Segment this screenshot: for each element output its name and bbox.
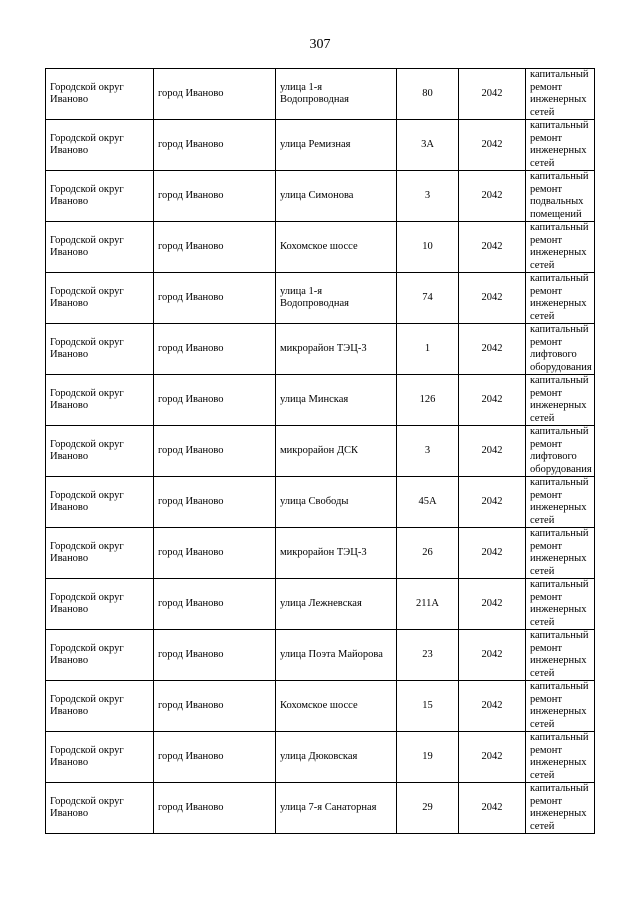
table-row (46, 630, 595, 681)
table-row (46, 375, 595, 426)
work-type-text: капитальный ремонт подвальных помещений (530, 171, 589, 220)
work-type-text: капитальный ремонт инженерных сетей (530, 120, 589, 169)
work-type-cell (526, 579, 595, 630)
work-type-text: капитальный ремонт инженерных сетей (530, 69, 589, 118)
street-cell: улица Дюковская (276, 732, 397, 783)
city-cell: город Иваново (154, 222, 276, 273)
work-type-text: капитальный ремонт инженерных сетей (530, 477, 589, 526)
street-cell: Кохомское шоссе (276, 222, 397, 273)
work-type-cell (526, 477, 595, 528)
district-cell: Городской округ Иваново (46, 120, 154, 171)
table-row (46, 69, 595, 120)
work-type-text: капитальный ремонт лифтового оборудования (530, 426, 592, 475)
street-cell: улица Поэта Майорова (276, 630, 397, 681)
records-table-body (46, 69, 595, 834)
house-number-cell: 26 (397, 528, 459, 579)
table-row (46, 120, 595, 171)
work-type-text: капитальный ремонт инженерных сетей (530, 783, 589, 832)
district-cell: Городской округ Иваново (46, 783, 154, 834)
year-cell: 2042 (459, 477, 526, 528)
street-cell: микрорайон ТЭЦ-3 (276, 324, 397, 375)
city-cell: город Иваново (154, 426, 276, 477)
street-cell: улица Минская (276, 375, 397, 426)
house-number-cell: 3А (397, 120, 459, 171)
year-cell: 2042 (459, 528, 526, 579)
year-cell: 2042 (459, 324, 526, 375)
house-number-cell: 80 (397, 69, 459, 120)
work-type-text: капитальный ремонт инженерных сетей (530, 528, 589, 577)
table-row (46, 222, 595, 273)
table-row (46, 528, 595, 579)
street-cell: улица Лежневская (276, 579, 397, 630)
street-cell: улица Симонова (276, 171, 397, 222)
street-cell: улица 7-я Санаторная (276, 783, 397, 834)
district-cell: Городской округ Иваново (46, 273, 154, 324)
district-cell: Городской округ Иваново (46, 681, 154, 732)
district-cell: Городской округ Иваново (46, 375, 154, 426)
city-cell: город Иваново (154, 171, 276, 222)
work-type-text: капитальный ремонт инженерных сетей (530, 681, 589, 730)
work-type-cell (526, 273, 595, 324)
work-type-cell (526, 630, 595, 681)
work-type-cell (526, 426, 595, 477)
street-cell: Кохомское шоссе (276, 681, 397, 732)
table-row (46, 732, 595, 783)
district-cell: Городской округ Иваново (46, 222, 154, 273)
district-cell: Городской округ Иваново (46, 732, 154, 783)
work-type-text: капитальный ремонт инженерных сетей (530, 222, 589, 271)
city-cell: город Иваново (154, 69, 276, 120)
work-type-text: капитальный ремонт инженерных сетей (530, 630, 589, 679)
city-cell: город Иваново (154, 783, 276, 834)
district-cell: Городской округ Иваново (46, 528, 154, 579)
page-number: 307 (309, 37, 331, 52)
city-cell: город Иваново (154, 681, 276, 732)
work-type-cell (526, 120, 595, 171)
city-cell: город Иваново (154, 732, 276, 783)
house-number-cell: 29 (397, 783, 459, 834)
work-type-text: капитальный ремонт инженерных сетей (530, 579, 589, 628)
work-type-text: капитальный ремонт инженерных сетей (530, 732, 589, 781)
house-number-cell: 126 (397, 375, 459, 426)
work-type-text: капитальный ремонт инженерных сетей (530, 273, 589, 322)
district-cell: Городской округ Иваново (46, 426, 154, 477)
district-cell: Городской округ Иваново (46, 69, 154, 120)
house-number-cell: 1 (397, 324, 459, 375)
house-number-cell: 74 (397, 273, 459, 324)
street-cell: микрорайон ТЭЦ-3 (276, 528, 397, 579)
work-type-text: капитальный ремонт инженерных сетей (530, 375, 589, 424)
table-row (46, 579, 595, 630)
house-number-cell: 10 (397, 222, 459, 273)
district-cell: Городской округ Иваново (46, 171, 154, 222)
street-cell: улица 1-я Водопроводная (276, 69, 397, 120)
district-cell: Городской округ Иваново (46, 579, 154, 630)
table-row (46, 171, 595, 222)
street-cell: микрорайон ДСК (276, 426, 397, 477)
year-cell: 2042 (459, 630, 526, 681)
district-cell: Городской округ Иваново (46, 630, 154, 681)
work-type-text: капитальный ремонт лифтового оборудования (530, 324, 592, 373)
house-number-cell: 3 (397, 426, 459, 477)
city-cell: город Иваново (154, 375, 276, 426)
street-cell: улица Ремизная (276, 120, 397, 171)
year-cell: 2042 (459, 732, 526, 783)
year-cell: 2042 (459, 426, 526, 477)
house-number-cell: 19 (397, 732, 459, 783)
year-cell: 2042 (459, 69, 526, 120)
house-number-cell: 15 (397, 681, 459, 732)
city-cell: город Иваново (154, 324, 276, 375)
city-cell: город Иваново (154, 120, 276, 171)
table-row (46, 273, 595, 324)
work-type-cell (526, 528, 595, 579)
year-cell: 2042 (459, 171, 526, 222)
work-type-cell (526, 375, 595, 426)
work-type-cell (526, 324, 595, 375)
city-cell: город Иваново (154, 579, 276, 630)
table-row (46, 324, 595, 375)
table-row (46, 477, 595, 528)
table-row (46, 783, 595, 834)
work-type-cell (526, 222, 595, 273)
district-cell: Городской округ Иваново (46, 324, 154, 375)
records-table (45, 68, 595, 834)
house-number-cell: 45А (397, 477, 459, 528)
city-cell: город Иваново (154, 273, 276, 324)
house-number-cell: 3 (397, 171, 459, 222)
city-cell: город Иваново (154, 528, 276, 579)
table-row (46, 426, 595, 477)
year-cell: 2042 (459, 273, 526, 324)
house-number-cell: 23 (397, 630, 459, 681)
year-cell: 2042 (459, 375, 526, 426)
street-cell: улица Свободы (276, 477, 397, 528)
year-cell: 2042 (459, 681, 526, 732)
work-type-cell (526, 69, 595, 120)
table-row (46, 681, 595, 732)
year-cell: 2042 (459, 120, 526, 171)
work-type-cell (526, 732, 595, 783)
work-type-cell (526, 783, 595, 834)
work-type-cell (526, 171, 595, 222)
year-cell: 2042 (459, 222, 526, 273)
house-number-cell: 211А (397, 579, 459, 630)
city-cell: город Иваново (154, 477, 276, 528)
work-type-cell (526, 681, 595, 732)
year-cell: 2042 (459, 783, 526, 834)
street-cell: улица 1-я Водопроводная (276, 273, 397, 324)
district-cell: Городской округ Иваново (46, 477, 154, 528)
city-cell: город Иваново (154, 630, 276, 681)
year-cell: 2042 (459, 579, 526, 630)
